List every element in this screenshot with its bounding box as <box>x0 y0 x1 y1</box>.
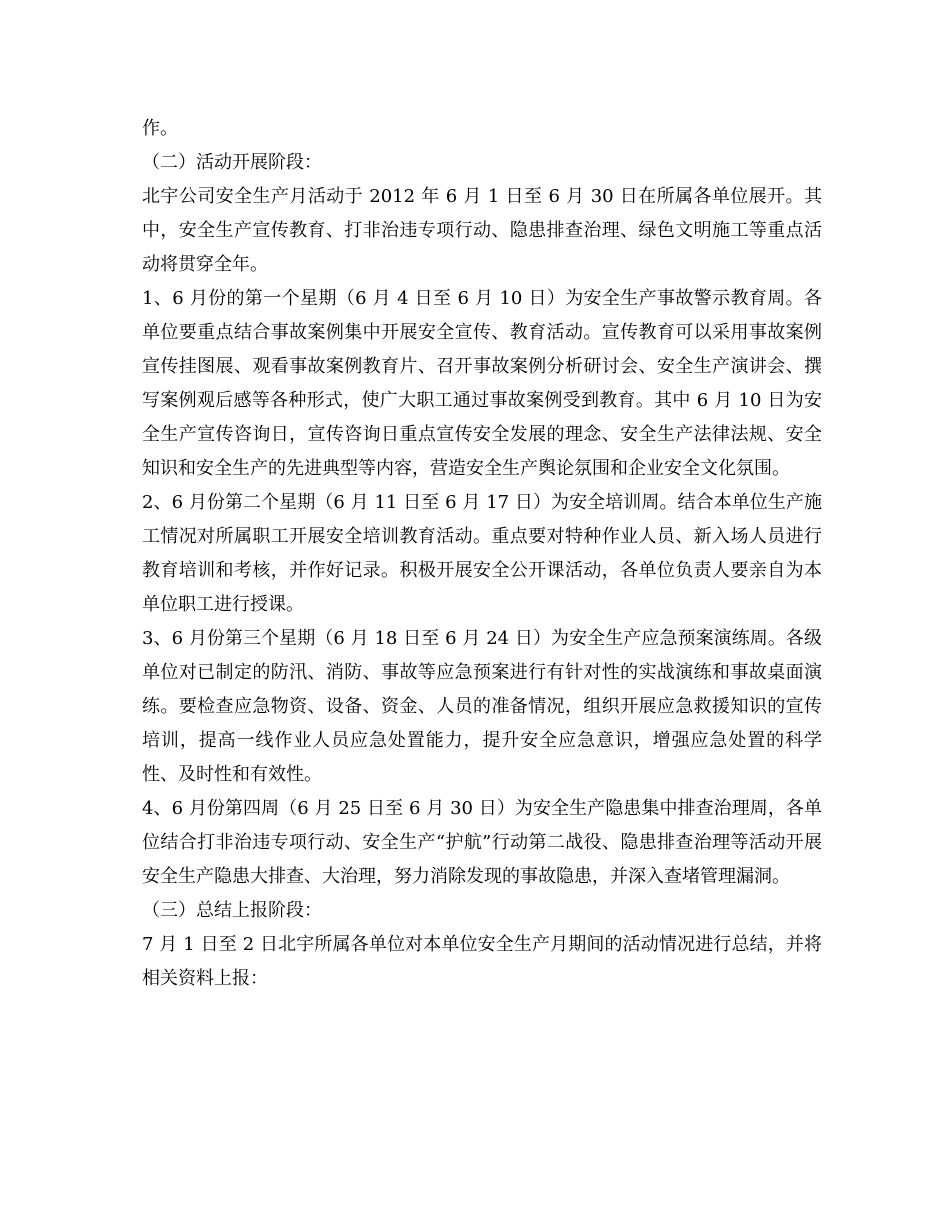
paragraph-activity-overview: 北宇公司安全生产月活动于 2012 年 6 月 1 日至 6 月 30 日在所属各单位展开。其中，安全生产宣传教育、打非治违专项行动、隐患排查治理、绿色文明施工等重点活动将贯穿全年。 <box>142 186 822 275</box>
paragraph-week-3: 3、6 月份第三个星期（6 月 18 日至 6 月 24 日）为安全生产应急预案演练周。各级单位对已制定的防汛、消防、事故等应急预案进行有针对性的实战演练和事故桌面演练。要检查应急物资、设备、资金、人员的准备情况，组织开展应急救援知识的宣传培训，提高一线作业人员应急处置能力，提升安全应急意识，增强应急处置的科学性、及时性和有效性。 <box>142 628 822 785</box>
paragraph-week-1: 1、6 月份的第一个星期（6 月 4 日至 6 月 10 日）为安全生产事故警示教育周。各单位要重点结合事故案例集中开展安全宣传、教育活动。宣传教育可以采用事故案例宣传挂图展、观看事故案例教育片、召开事故案例分析研讨会、安全生产演讲会、撰写案例观后感等各种形式，使广大职工通过事故案例受到教育。其中 6 月 10 日为安全生产宣传咨询日，宣传咨询日重点宣传安全发展的理念、安全生产法律法规、安全知识和安全生产的先进典型等内容，营造安全生产舆论氛围和企业安全文化氛围。 <box>142 288 822 479</box>
paragraph-week-2: 2、6 月份第二个星期（6 月 11 日至 6 月 17 日）为安全培训周。结合本单位生产施工情况对所属职工开展安全培训教育活动。重点要对特种作业人员、新入场人员进行教育培训和考核，并作好记录。积极开展安全公开课活动，各单位负责人要亲自为本单位职工进行授课。 <box>142 492 822 615</box>
paragraph-continuation: 作。 <box>142 118 178 139</box>
document-body <box>142 112 822 996</box>
section-heading-summary-stage: （三）总结上报阶段： <box>142 900 322 921</box>
paragraph-summary: 7 月 1 日至 2 日北宇所属各单位对本单位安全生产月期间的活动情况进行总结，并将相关资料上报： <box>142 934 822 989</box>
paragraph-week-4: 4、6 月份第四周（6 月 25 日至 6 月 30 日）为安全生产隐患集中排查治理周，各单位结合打非治违专项行动、安全生产“护航”行动第二战役、隐患排查治理等活动开展安全生产隐患大排查、大治理，努力消除发现的事故隐患，并深入查堵管理漏洞。 <box>142 798 822 887</box>
section-heading-activity-stage: （二）活动开展阶段： <box>142 152 322 173</box>
